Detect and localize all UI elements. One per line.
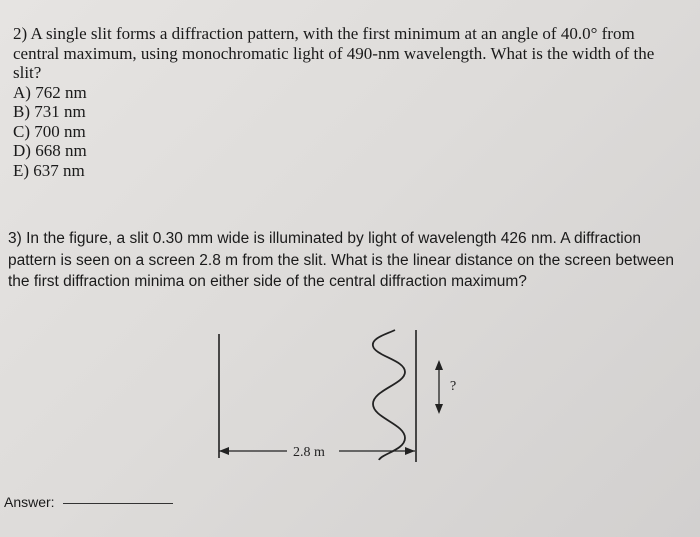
question-3 (8, 228, 686, 293)
option-e: E) 637 nm (13, 160, 85, 180)
option-b: B) 731 nm (13, 102, 86, 121)
question-2-options (13, 83, 685, 181)
option-d: D) 668 nm (13, 141, 87, 160)
distance-label: 2.8 m (293, 445, 325, 460)
diffraction-figure (205, 320, 495, 470)
option-a: A) 762 nm (13, 82, 87, 102)
answer-label: Answer: (4, 494, 55, 510)
arrow-right-icon (405, 447, 415, 455)
intensity-curve (373, 330, 405, 460)
arrow-left-icon (219, 447, 229, 455)
arrow-up-icon (435, 360, 443, 370)
option-c: C) 700 nm (13, 121, 86, 141)
arrow-down-icon (435, 404, 443, 414)
question-3-stem: 3) In the figure, a slit 0.30 mm wide is illuminated by light of wavelength 426 nm. A diffraction pattern is seen on a screen 2.8 m from the slit. What is the linear distance on the screen between the first diffraction minima on either side of the central diffraction maximum? (8, 230, 674, 290)
answer-line (4, 494, 173, 510)
answer-blank[interactable] (63, 503, 173, 504)
question-2 (13, 24, 685, 180)
question-2-stem: 2) A single slit forms a diffraction pattern, with the first minimum at an angle of 40.0° from central maximum, using monochromatic light of 490-nm wavelength. What is the width of the slit? (13, 24, 655, 82)
unknown-label: ? (450, 379, 457, 394)
